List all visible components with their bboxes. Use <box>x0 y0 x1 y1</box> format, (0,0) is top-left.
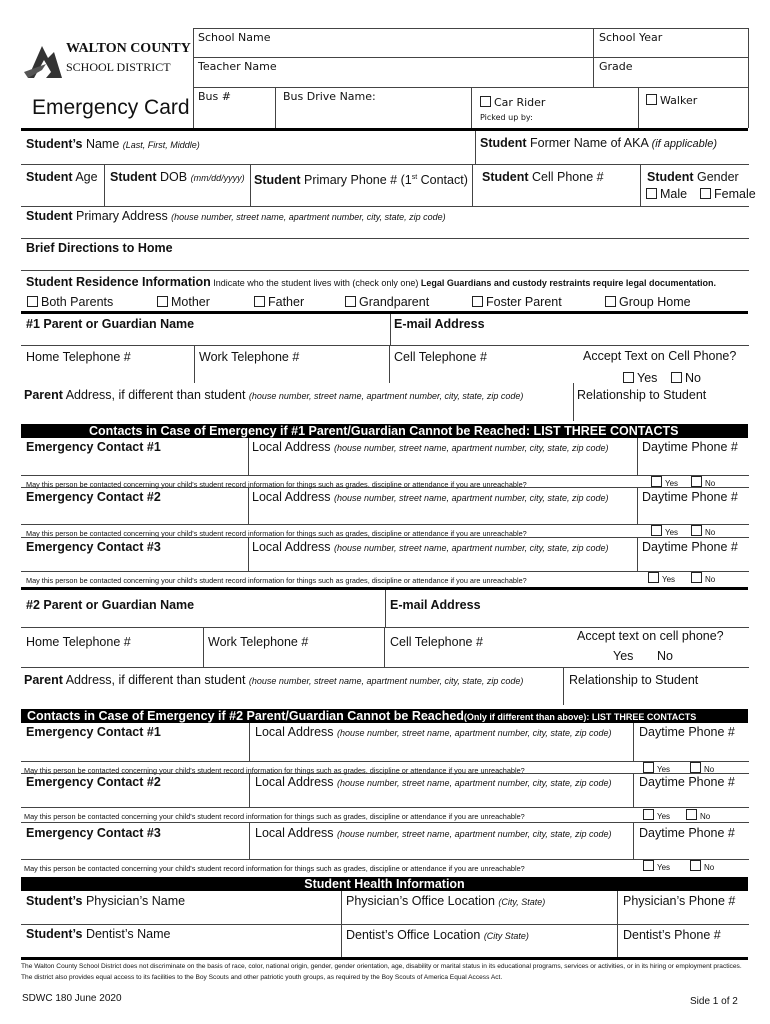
dentist-office-label: Dentist’s Office Location (City State) <box>346 928 529 942</box>
gender-female-checkbox[interactable] <box>700 188 711 199</box>
bus-number-label: Bus # <box>198 90 231 103</box>
guardian2-name-label: #2 Parent or Guardian Name <box>26 598 195 612</box>
guardian1-relationship-label: Relationship to Student <box>577 388 707 402</box>
physician-name-label: Student’s Physician’s Name <box>26 894 186 908</box>
c1-contact3-address-label: Local Address (house number, street name, apartment number, city, state, zip code) <box>252 540 609 554</box>
c1-contact2-no[interactable]: No <box>691 525 715 540</box>
c1-contact1-address-label: Local Address (house number, street name, apartment number, city, state, zip code) <box>252 440 609 454</box>
guardian2-cell-label: Cell Telephone # <box>390 635 483 649</box>
father-checkbox[interactable] <box>254 296 265 307</box>
c2-contact3-question: May this person be contacted concerning your child's student record information for things such as grades, discipline or attendance if you are unreachable? <box>24 864 525 873</box>
c2-contact2-address-label: Local Address (house number, street name, apartment number, city, state, zip code) <box>255 775 612 789</box>
student-phone-label: Student Primary Phone # (1st Contact) <box>254 173 468 188</box>
guardian1-accept-text-label: Accept Text on Cell Phone? <box>583 349 737 363</box>
guardian1-address-label: Parent Address, if different than student (house number, street name, apartment number, city, state, zip code) <box>24 388 524 402</box>
c2-contact3-label: Emergency Contact #3 <box>26 826 161 840</box>
contacts2-header: Contacts in Case of Emergency if #2 Parent/Guardian Cannot be Reached(Only if different than above): LIST THREE CONTACTS <box>21 709 748 723</box>
dentist-name-label: Student’s Dentist’s Name <box>26 927 171 941</box>
directions-label: Brief Directions to Home <box>26 241 173 255</box>
student-address-label: Student Primary Address (house number, street name, apartment number, city, state, zip code) <box>26 209 446 223</box>
c1-contact3-yes-checkbox[interactable] <box>648 572 659 583</box>
gender-male-option[interactable]: Male <box>646 187 687 201</box>
page-title: Emergency Card <box>32 96 190 119</box>
residence-label: Student Residence Information Indicate who the student lives with (check only one) Legal Guardians and custody restraints require legal documentation. <box>26 275 716 289</box>
c1-contact3-question: May this person be contacted concerning your child's student record information for things such as grades, discipline or attendance if you are unreachable? <box>26 576 527 585</box>
car-rider-checkbox[interactable] <box>480 96 491 107</box>
c2-contact1-label: Emergency Contact #1 <box>26 725 161 739</box>
c2-contact3-yes[interactable]: Yes <box>643 860 670 875</box>
foster-parent-checkbox[interactable] <box>472 296 483 307</box>
page-number: Side 1 of 2 <box>690 996 738 1007</box>
guardian1-yes-checkbox[interactable] <box>623 372 634 383</box>
c1-contact2-question: May this person be contacted concerning your child's student record information for things such as grades, discipline or attendance if you are unreachable? <box>26 529 527 538</box>
c2-contact1-no[interactable]: No <box>690 762 714 777</box>
c2-contact1-no-checkbox[interactable] <box>690 762 701 773</box>
c2-contact3-no[interactable]: No <box>690 860 714 875</box>
guardian2-accept-text-label: Accept text on cell phone? <box>577 629 724 643</box>
residence-both-parents[interactable]: Both Parents <box>27 295 113 309</box>
residence-father[interactable]: Father <box>254 295 304 309</box>
student-age-label: Student Age <box>26 170 98 184</box>
c1-contact1-no-checkbox[interactable] <box>691 476 702 487</box>
group-home-checkbox[interactable] <box>605 296 616 307</box>
student-dob-label: Student DOB (mm/dd/yyyy) <box>110 170 245 184</box>
c2-contact3-yes-checkbox[interactable] <box>643 860 654 871</box>
guardian1-work-label: Work Telephone # <box>199 350 300 364</box>
c2-contact3-no-checkbox[interactable] <box>690 860 701 871</box>
school-year-label: School Year <box>599 31 663 44</box>
walker-option[interactable]: Walker <box>646 94 697 108</box>
physician-phone-label: Physician’s Phone # <box>623 894 736 908</box>
guardian1-text-yes[interactable]: Yes <box>623 371 657 385</box>
teacher-name-label: Teacher Name <box>198 60 277 73</box>
c2-contact2-no-checkbox[interactable] <box>686 809 697 820</box>
c1-contact2-label: Emergency Contact #2 <box>26 490 161 504</box>
mother-checkbox[interactable] <box>157 296 168 307</box>
nondiscrimination-notice: The Walton County School District does not discriminate on the basis of race, color, national origin, gender, gender orientation, age, disability or marital status in its educational programs, services or activities, or in its hiring or employment practices. The district also provides equal access to its facilities to the Boy Scouts and other patriotic youth groups, as required by the Boy Scouts of America Equal Access Act. <box>21 963 742 981</box>
c1-contact2-address-label: Local Address (house number, street name, apartment number, city, state, zip code) <box>252 490 609 504</box>
guardian2-text-yes[interactable]: Yes <box>613 649 634 663</box>
guardian1-cell-label: Cell Telephone # <box>394 350 487 364</box>
guardian2-home-label: Home Telephone # <box>26 635 131 649</box>
c1-contact2-no-checkbox[interactable] <box>691 525 702 536</box>
car-rider-option[interactable]: Car Rider <box>480 96 545 110</box>
form-id: SDWC 180 June 2020 <box>22 993 122 1004</box>
c1-contact2-yes-checkbox[interactable] <box>651 525 662 536</box>
former-name-label: Student Former Name of AKA (if applicable) <box>480 136 717 150</box>
c1-contact3-label: Emergency Contact #3 <box>26 540 161 554</box>
guardian2-text-no[interactable]: No <box>657 649 673 663</box>
health-header: Student Health Information <box>21 877 748 891</box>
c2-contact3-address-label: Local Address (house number, street name, apartment number, city, state, zip code) <box>255 826 612 840</box>
residence-mother[interactable]: Mother <box>157 295 210 309</box>
picked-up-by-label: Picked up by: <box>480 113 533 122</box>
residence-group-home[interactable]: Group Home <box>605 295 691 309</box>
residence-foster-parent[interactable]: Foster Parent <box>472 295 562 309</box>
dentist-phone-label: Dentist’s Phone # <box>623 928 721 942</box>
c2-contact1-question: May this person be contacted concerning your child's student record information for things such as grades, discipline or attendance if you are unreachable? <box>24 766 525 775</box>
c2-contact1-yes-checkbox[interactable] <box>643 762 654 773</box>
logo-line1: WALTON COUNTY <box>66 41 191 56</box>
c2-contact2-question: May this person be contacted concerning your child's student record information for things such as grades, discipline or attendance if you are unreachable? <box>24 812 525 821</box>
c2-contact2-daytime-label: Daytime Phone # <box>639 775 735 789</box>
c1-contact3-no[interactable]: No <box>691 572 715 587</box>
gender-male-checkbox[interactable] <box>646 188 657 199</box>
c2-contact1-address-label: Local Address (house number, street name, apartment number, city, state, zip code) <box>255 725 612 739</box>
guardian2-address-label: Parent Address, if different than student (house number, street name, apartment number, city, state, zip code) <box>24 673 524 687</box>
guardian1-text-no[interactable]: No <box>671 371 701 385</box>
school-name-label: School Name <box>198 31 271 44</box>
c1-contact1-question: May this person be contacted concerning your child's student record information for things such as grades, discipline or attendance if you are unreachable? <box>26 480 527 489</box>
c2-contact2-yes[interactable]: Yes <box>643 809 670 824</box>
guardian1-home-label: Home Telephone # <box>26 350 131 364</box>
c1-contact2-daytime-label: Daytime Phone # <box>642 490 738 504</box>
c1-contact1-yes[interactable]: Yes <box>651 476 678 491</box>
c2-contact1-daytime-label: Daytime Phone # <box>639 725 735 739</box>
c1-contact3-no-checkbox[interactable] <box>691 572 702 583</box>
student-name-label: Student’s Name (Last, First, Middle) <box>26 137 200 151</box>
student-gender-label: Student Gender <box>647 170 739 184</box>
c2-contact2-no[interactable]: No <box>686 809 710 824</box>
grade-label: Grade <box>599 60 633 73</box>
c1-contact3-yes[interactable]: Yes <box>648 572 675 587</box>
student-cell-label: Student Cell Phone # <box>482 170 604 184</box>
c2-contact2-label: Emergency Contact #2 <box>26 775 161 789</box>
c1-contact1-no[interactable]: No <box>691 476 715 491</box>
walker-checkbox[interactable] <box>646 94 657 105</box>
c1-contact3-daytime-label: Daytime Phone # <box>642 540 738 554</box>
guardian2-relationship-label: Relationship to Student <box>569 673 699 687</box>
guardian2-email-label: E-mail Address <box>390 598 481 612</box>
both-parents-checkbox[interactable] <box>27 296 38 307</box>
c2-contact2-yes-checkbox[interactable] <box>643 809 654 820</box>
c1-contact1-label: Emergency Contact #1 <box>26 440 161 454</box>
guardian1-email-label: E-mail Address <box>394 317 485 331</box>
guardian1-name-label: #1 Parent or Guardian Name <box>26 317 195 331</box>
district-logo <box>24 38 194 82</box>
guardian2-work-label: Work Telephone # <box>208 635 309 649</box>
contacts1-header: Contacts in Case of Emergency if #1 Parent/Guardian Cannot be Reached: LIST THREE CONTACTS <box>21 424 748 438</box>
c1-contact2-yes[interactable]: Yes <box>651 525 678 540</box>
logo-line2: SCHOOL DISTRICT <box>66 60 171 74</box>
c2-contact3-daytime-label: Daytime Phone # <box>639 826 735 840</box>
c1-contact1-yes-checkbox[interactable] <box>651 476 662 487</box>
grandparent-checkbox[interactable] <box>345 296 356 307</box>
guardian1-no-checkbox[interactable] <box>671 372 682 383</box>
physician-office-label: Physician’s Office Location (City, State) <box>346 894 546 908</box>
residence-grandparent[interactable]: Grandparent <box>345 295 429 309</box>
bus-driver-label: Bus Drive Name: <box>283 90 376 103</box>
gender-female-option[interactable]: Female <box>700 187 756 201</box>
c2-contact1-yes[interactable]: Yes <box>643 762 670 777</box>
logo-mark-icon <box>24 38 64 80</box>
c1-contact1-daytime-label: Daytime Phone # <box>642 440 738 454</box>
